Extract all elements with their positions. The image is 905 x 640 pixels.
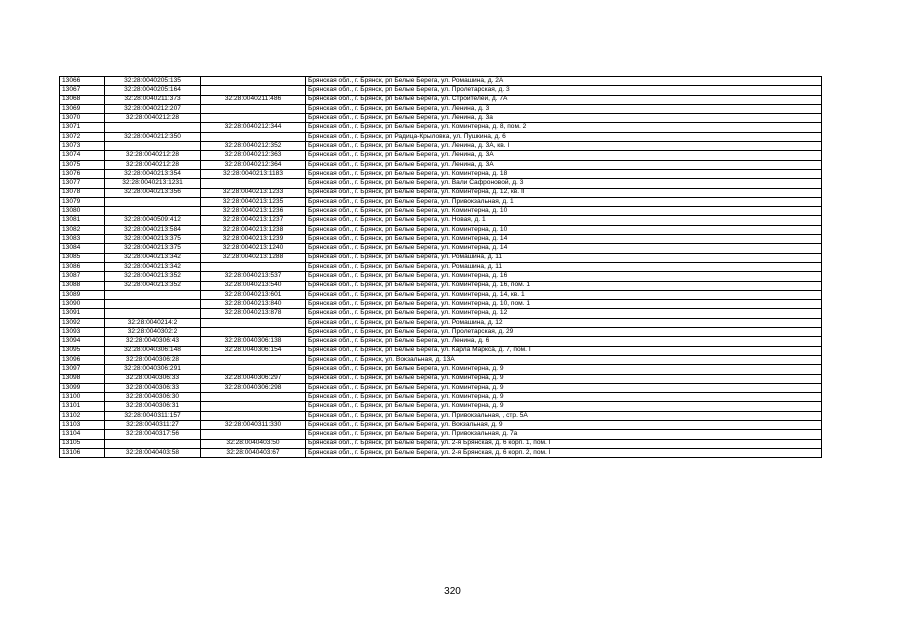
address-cell: Брянская обл., г. Брянск, рп Белые Берега, ул. Новая, д. 1 [306, 216, 822, 225]
object-cadastral-number-cell: 32:28:0040306:298 [201, 383, 306, 392]
object-cadastral-number-cell: 32:28:0040213:1237 [201, 216, 306, 225]
address-cell: Брянская обл., г. Брянск, рп Белые Берега, ул. Ленина, д. 3 [306, 104, 822, 113]
cadastral-number-cell: 32:28:0040306:291 [105, 365, 201, 374]
row-number-cell: 13067 [60, 86, 105, 95]
object-cadastral-number-cell [201, 402, 306, 411]
table-row [60, 420, 822, 429]
object-cadastral-number-cell: 32:28:0040306:154 [201, 346, 306, 355]
table-row [60, 402, 822, 411]
address-cell: Брянская обл., г. Брянск, рп Белые Берега, ул. Коминтерна, д. 12, кв. II [306, 188, 822, 197]
object-cadastral-number-cell: 32:28:0040403:50 [201, 439, 306, 448]
object-cadastral-number-cell: 32:28:0040213:1239 [201, 235, 306, 244]
table-row [60, 160, 822, 169]
address-cell: Брянская обл., г. Брянск, рп Радица-Крыловка, ул. Пушкина, д. 6 [306, 132, 822, 141]
table-row [60, 188, 822, 197]
table-row [60, 104, 822, 113]
address-cell: Брянская обл., г. Брянск, рп Белые Берега, ул. Ромашина, д. 11 [306, 262, 822, 271]
address-cell: Брянская обл., г. Брянск, ул. Вокзальная, д. 13А [306, 355, 822, 364]
object-cadastral-number-cell: 32:28:0040311:330 [201, 420, 306, 429]
object-cadastral-number-cell: 32:28:0040213:601 [201, 290, 306, 299]
address-cell: Брянская обл., г. Брянск, рп Белые Берега, ул. Ленина, д. 3А, кв. I [306, 142, 822, 151]
cadastral-number-cell: 32:28:0040311:157 [105, 411, 201, 420]
row-number-cell: 13080 [60, 207, 105, 216]
object-cadastral-number-cell: 32:28:0040212:363 [201, 151, 306, 160]
cadastral-number-cell: 32:28:0040205:135 [105, 77, 201, 86]
table-row [60, 328, 822, 337]
object-cadastral-number-cell: 32:28:0040403:67 [201, 448, 306, 457]
object-cadastral-number-cell: 32:28:0040213:1240 [201, 244, 306, 253]
row-number-cell: 13097 [60, 365, 105, 374]
cadastral-number-cell: 32:28:0040213:352 [105, 272, 201, 281]
row-number-cell: 13075 [60, 160, 105, 169]
object-cadastral-number-cell: 32:28:0040213:1233 [201, 188, 306, 197]
table-row [60, 197, 822, 206]
row-number-cell: 13105 [60, 439, 105, 448]
row-number-cell: 13072 [60, 132, 105, 141]
object-cadastral-number-cell [201, 77, 306, 86]
cadastral-number-cell [105, 300, 201, 309]
address-cell: Брянская обл., г. Брянск, рп Белые Берега, ул. Ромашина, д. 12 [306, 318, 822, 327]
table-row [60, 225, 822, 234]
row-number-cell: 13092 [60, 318, 105, 327]
table-row [60, 216, 822, 225]
cadastral-number-cell [105, 439, 201, 448]
address-cell: Брянская обл., г. Брянск, рп Белые Берега, ул. Ленина, д. 3а [306, 114, 822, 123]
row-number-cell: 13089 [60, 290, 105, 299]
address-cell: Брянская обл., г. Брянск, рп Белые Берега, ул. Привокзальная, , стр. 5А [306, 411, 822, 420]
address-cell: Брянская обл., г. Брянск, рп Белые Берега, ул. Строителей, д. 7А [306, 95, 822, 104]
table-row [60, 262, 822, 271]
cadastral-number-cell: 32:28:0040212:350 [105, 132, 201, 141]
table-row [60, 290, 822, 299]
cadastral-number-cell: 32:28:0040302:2 [105, 328, 201, 337]
object-cadastral-number-cell [201, 365, 306, 374]
table-row [60, 114, 822, 123]
object-cadastral-number-cell [201, 86, 306, 95]
table-row [60, 383, 822, 392]
table-row [60, 244, 822, 253]
cadastral-number-cell: 32:28:0040212:28 [105, 160, 201, 169]
table-row [60, 393, 822, 402]
row-number-cell: 13066 [60, 77, 105, 86]
address-cell: Брянская обл., г. Брянск, рп Белые Берега, ул. Коминтерна, д. 12 [306, 309, 822, 318]
row-number-cell: 13079 [60, 197, 105, 206]
object-cadastral-number-cell: 32:28:0040213:540 [201, 281, 306, 290]
row-number-cell: 13101 [60, 402, 105, 411]
address-cell: Брянская обл., г. Брянск, рп Белые Берега, ул. Коминтерна, д. 9 [306, 402, 822, 411]
cadastral-number-cell: 32:28:0040306:30 [105, 393, 201, 402]
page-number: 320 [444, 586, 461, 597]
address-cell: Брянская обл., г. Брянск, рп Белые Берега, ул. Карла Маркса, д. 7, пом. I [306, 346, 822, 355]
address-cell: Брянская обл., г. Брянск, рп Белые Берега, ул. Ромашина, д. 11 [306, 253, 822, 262]
cadastral-number-cell [105, 123, 201, 132]
object-cadastral-number-cell [201, 318, 306, 327]
address-cell: Брянская обл., г. Брянск, рп Белые Берега, ул. Ленина, д. 6 [306, 337, 822, 346]
row-number-cell: 13094 [60, 337, 105, 346]
row-number-cell: 13081 [60, 216, 105, 225]
row-number-cell: 13082 [60, 225, 105, 234]
table-row [60, 346, 822, 355]
table-row [60, 411, 822, 420]
cadastral-number-cell [105, 309, 201, 318]
object-cadastral-number-cell [201, 179, 306, 188]
cadastral-number-cell: 32:28:0040212:207 [105, 104, 201, 113]
cadastral-number-cell: 32:28:0040213:342 [105, 253, 201, 262]
address-cell: Брянская обл., г. Брянск, рп Белые Берега, ул. Ленина, д. 3А [306, 151, 822, 160]
row-number-cell: 13104 [60, 430, 105, 439]
object-cadastral-number-cell [201, 262, 306, 271]
address-cell: Брянская обл., г. Брянск, рп Белые Берега, ул. Ленина, д. 3А [306, 160, 822, 169]
row-number-cell: 13076 [60, 169, 105, 178]
row-number-cell: 13088 [60, 281, 105, 290]
cadastral-number-cell: 32:28:0040214:2 [105, 318, 201, 327]
row-number-cell: 13078 [60, 188, 105, 197]
cadastral-number-cell: 32:28:0040213:584 [105, 225, 201, 234]
row-number-cell: 13099 [60, 383, 105, 392]
address-cell: Брянская обл., г. Брянск, рп Белые Берега, ул. Коминтерна, д. 10, пом. 1 [306, 300, 822, 309]
row-number-cell: 13090 [60, 300, 105, 309]
table-row [60, 281, 822, 290]
object-cadastral-number-cell [201, 411, 306, 420]
cadastral-number-cell: 32:28:0040306:33 [105, 374, 201, 383]
row-number-cell: 13100 [60, 393, 105, 402]
cadastral-number-cell: 32:28:0040306:148 [105, 346, 201, 355]
table-row [60, 77, 822, 86]
address-cell: Брянская обл., г. Брянск, рп Белые Берега, ул. Коминтерна, д. 9 [306, 365, 822, 374]
object-cadastral-number-cell: 32:28:0040306:138 [201, 337, 306, 346]
table-row [60, 448, 822, 457]
table-row [60, 365, 822, 374]
row-number-cell: 13071 [60, 123, 105, 132]
address-cell: Брянская обл., г. Брянск, рп Белые Берега, ул. Коминтерна, д. 9 [306, 393, 822, 402]
cadastral-number-cell: 32:28:0040509:412 [105, 216, 201, 225]
row-number-cell: 13083 [60, 235, 105, 244]
table-row [60, 95, 822, 104]
table-row [60, 132, 822, 141]
row-number-cell: 13102 [60, 411, 105, 420]
address-cell: Брянская обл., г. Брянск, рп Белые Берега, ул. Коминтерна, д. 14 [306, 244, 822, 253]
object-cadastral-number-cell: 32:28:0040213:1183 [201, 169, 306, 178]
object-cadastral-number-cell: 32:28:0040213:1238 [201, 225, 306, 234]
row-number-cell: 13084 [60, 244, 105, 253]
table-row [60, 151, 822, 160]
address-cell: Брянская обл., г. Брянск, рп Белые Берега, ул. Пролетарская, д. 29 [306, 328, 822, 337]
cadastral-number-cell: 32:28:0040205:164 [105, 86, 201, 95]
cadastral-number-cell [105, 290, 201, 299]
table-row [60, 374, 822, 383]
address-cell: Брянская обл., г. Брянск, рп Белые Берега, ул. Коминтерна, д. 10 [306, 207, 822, 216]
address-cell: Брянская обл., г. Брянск, рп Белые Берега, ул. Ромашина, д. 2А [306, 77, 822, 86]
table-row [60, 86, 822, 95]
cadastral-number-cell: 32:28:0040213:375 [105, 235, 201, 244]
row-number-cell: 13074 [60, 151, 105, 160]
row-number-cell: 13085 [60, 253, 105, 262]
table-row [60, 309, 822, 318]
cadastral-number-cell: 32:28:0040403:58 [105, 448, 201, 457]
cadastral-number-cell: 32:28:0040306:33 [105, 383, 201, 392]
object-cadastral-number-cell [201, 104, 306, 113]
cadastral-number-cell: 32:28:0040212:28 [105, 151, 201, 160]
address-cell: Брянская обл., г. Брянск, рп Белые Берега, ул. Коминтерна, д. 14, кв. 1 [306, 290, 822, 299]
table-row [60, 235, 822, 244]
table-row [60, 169, 822, 178]
address-cell: Брянская обл., г. Брянск, рп Белые Берега, ул. Вокзальная, д. 9 [306, 420, 822, 429]
row-number-cell: 13070 [60, 114, 105, 123]
row-number-cell: 13073 [60, 142, 105, 151]
table-row [60, 142, 822, 151]
object-cadastral-number-cell [201, 430, 306, 439]
object-cadastral-number-cell: 32:28:0040213:1288 [201, 253, 306, 262]
address-cell: Брянская обл., г. Брянск, рп Белые Берега, ул. 2-я Брянская, д. 6 корп. 2, пом. I [306, 448, 822, 457]
cadastral-number-cell: 32:28:0040213:1231 [105, 179, 201, 188]
cadastral-number-cell [105, 207, 201, 216]
cadastral-number-cell: 32:28:0040211:373 [105, 95, 201, 104]
row-number-cell: 13068 [60, 95, 105, 104]
address-cell: Брянская обл., г. Брянск, рп Белые Берега, ул. Вали Сафроновой, д. 3 [306, 179, 822, 188]
table-row [60, 355, 822, 364]
row-number-cell: 13077 [60, 179, 105, 188]
cadastral-number-cell: 32:28:0040317:56 [105, 430, 201, 439]
address-cell: Брянская обл., г. Брянск, рп Белые Берега, ул. Коминтерна, д. 10 [306, 225, 822, 234]
cadastral-number-cell: 32:28:0040213:354 [105, 169, 201, 178]
address-cell: Брянская обл., г. Брянск, рп Белые Берега, ул. Коминтерна, д. 16, пом. 1 [306, 281, 822, 290]
address-cell: Брянская обл., г. Брянск, рп Белые Берега, ул. Коминтерна, д. 9 [306, 374, 822, 383]
row-number-cell: 13096 [60, 355, 105, 364]
object-cadastral-number-cell: 32:28:0040212:364 [201, 160, 306, 169]
table-row [60, 439, 822, 448]
object-cadastral-number-cell: 32:28:0040212:344 [201, 123, 306, 132]
cadastral-number-cell: 32:28:0040213:375 [105, 244, 201, 253]
row-number-cell: 13106 [60, 448, 105, 457]
table-row [60, 337, 822, 346]
object-cadastral-number-cell: 32:28:0040211:486 [201, 95, 306, 104]
property-table [59, 76, 822, 458]
object-cadastral-number-cell [201, 355, 306, 364]
cadastral-number-cell [105, 197, 201, 206]
row-number-cell: 13093 [60, 328, 105, 337]
table-row [60, 272, 822, 281]
table-body [60, 77, 822, 458]
address-cell: Брянская обл., г. Брянск, рп Белые Берега, ул. Коминтерна, д. 9 [306, 383, 822, 392]
cadastral-number-cell: 32:28:0040213:352 [105, 281, 201, 290]
table-row [60, 300, 822, 309]
row-number-cell: 13069 [60, 104, 105, 113]
cadastral-number-cell: 32:28:0040213:342 [105, 262, 201, 271]
table-row [60, 123, 822, 132]
row-number-cell: 13095 [60, 346, 105, 355]
table-row [60, 430, 822, 439]
cadastral-number-cell [105, 142, 201, 151]
cadastral-number-cell: 32:28:0040311:27 [105, 420, 201, 429]
address-cell: Брянская обл., г. Брянск, рп Белые Берега, ул. Пролетарская, д. 3 [306, 86, 822, 95]
object-cadastral-number-cell: 32:28:0040213:1235 [201, 197, 306, 206]
table-row [60, 253, 822, 262]
address-cell: Брянская обл., г. Брянск, рп Белые Берега, ул. Коминтерна, д. 18 [306, 169, 822, 178]
address-cell: Брянская обл., г. Брянск, рп Белые Берега, ул. Коминтерна, д. 8, пом. 2 [306, 123, 822, 132]
object-cadastral-number-cell: 32:28:0040213:537 [201, 272, 306, 281]
object-cadastral-number-cell [201, 328, 306, 337]
table-row [60, 318, 822, 327]
address-cell: Брянская обл., г. Брянск, рп Белые Берега, ул. Привокзальная, д. 1 [306, 197, 822, 206]
address-cell: Брянская обл., г. Брянск, рп Белые Берега, ул. Коминтерна, д. 14 [306, 235, 822, 244]
table-row [60, 207, 822, 216]
cadastral-number-cell: 32:28:0040213:356 [105, 188, 201, 197]
cadastral-number-cell: 32:28:0040306:28 [105, 355, 201, 364]
row-number-cell: 13103 [60, 420, 105, 429]
object-cadastral-number-cell [201, 393, 306, 402]
cadastral-number-cell: 32:28:0040306:43 [105, 337, 201, 346]
row-number-cell: 13087 [60, 272, 105, 281]
row-number-cell: 13091 [60, 309, 105, 318]
address-cell: Брянская обл., г. Брянск, рп Белые Берега, ул. Коминтерна, д. 16 [306, 272, 822, 281]
object-cadastral-number-cell: 32:28:0040213:1236 [201, 207, 306, 216]
address-cell: Брянская обл., г. Брянск, рп Белые Берега, ул. 2-я Брянская, д. 6 корп. 1, пом. I [306, 439, 822, 448]
object-cadastral-number-cell: 32:28:0040213:840 [201, 300, 306, 309]
object-cadastral-number-cell [201, 132, 306, 141]
object-cadastral-number-cell: 32:28:0040212:352 [201, 142, 306, 151]
cadastral-number-cell: 32:28:0040212:28 [105, 114, 201, 123]
table-row [60, 179, 822, 188]
row-number-cell: 13098 [60, 374, 105, 383]
object-cadastral-number-cell [201, 114, 306, 123]
object-cadastral-number-cell: 32:28:0040213:878 [201, 309, 306, 318]
row-number-cell: 13086 [60, 262, 105, 271]
address-cell: Брянская обл., г. Брянск, рп Белые Берега, ул. Привокзальная, д. 7а [306, 430, 822, 439]
cadastral-number-cell: 32:28:0040306:31 [105, 402, 201, 411]
object-cadastral-number-cell: 32:28:0040306:297 [201, 374, 306, 383]
